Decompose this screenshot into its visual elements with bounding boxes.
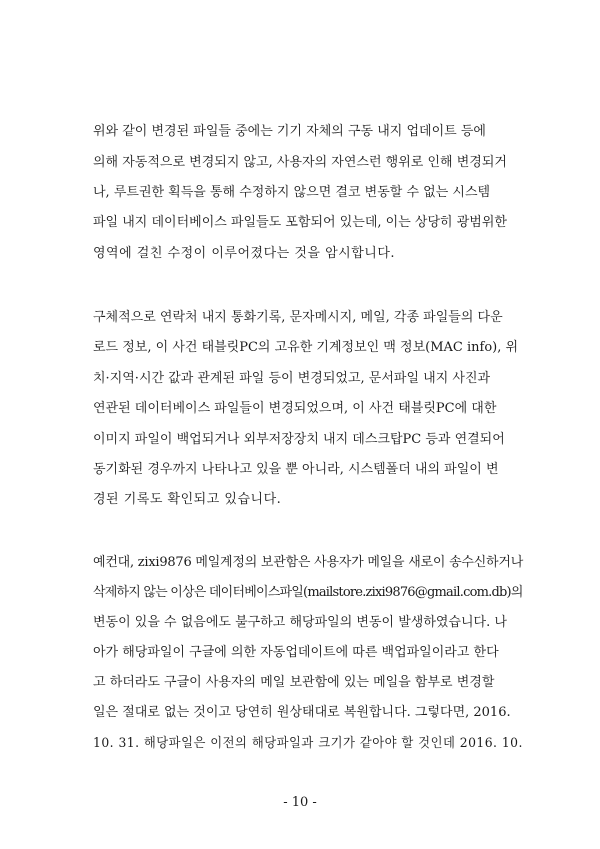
text-line: 일은 절대로 없는 것이고 당연히 원상태대로 복원합니다. 그렇다면, 2016. [93, 705, 511, 720]
text-line: 이미지 파일이 백업되거나 외부저장장치 내지 데스크탑PC 등과 연결되어 [93, 432, 505, 447]
text-line: 동기화된 경우까지 나타나고 있을 뿐 아니라, 시스템폴더 내의 파일이 변 [93, 462, 499, 477]
text-line: 연관된 데이터베이스 파일들이 변경되었으며, 이 사건 태블릿PC에 대한 [93, 401, 497, 416]
text-line: 의해 자동적으로 변경되지 않고, 사용자의 자연스런 행위로 인해 변경되거 [93, 155, 507, 170]
page-number: - 10 - [283, 795, 317, 810]
text-line: 구체적으로 연락처 내지 통화기록, 문자메시지, 메일, 각종 파일들의 다운 [93, 310, 503, 325]
text-line: 파일 내지 데이터베이스 파일들도 포함되어 있는데, 이는 상당히 광범위한 [93, 215, 507, 230]
text-line: 예컨대, zixi9876 메일계정의 보관함은 사용자가 메일을 새로이 송수신하거나 [93, 555, 524, 570]
text-line: 변동이 있을 수 없음에도 불구하고 해당파일의 변동이 발생하였습니다. 나 [93, 615, 507, 630]
text-line: 경된 기록도 확인되고 있습니다. [93, 492, 282, 507]
text-line: 아가 해당파일이 구글에 의한 자동업데이트에 따른 백업파일이라고 한다 [93, 645, 499, 660]
text-line: 10. 31. 해당파일은 이전의 해당파일과 크기가 같아야 할 것인데 2016. 10. [93, 736, 523, 751]
text-line: 영역에 걸친 수정이 이루어졌다는 것을 암시합니다. [93, 246, 396, 261]
text-line: 고 하더라도 구글이 사용자의 메일 보관함에 있는 메일을 함부로 변경할 [93, 675, 495, 690]
text-line: 삭제하지 않는 이상은 데이터베이스파일(mailstore.zixi9876@gmail.com.db)의 [93, 585, 523, 600]
text-line: 나, 루트권한 획득을 통해 수정하지 않으면 결코 변동할 수 없는 시스템 [93, 185, 491, 200]
text-line: 위와 같이 변경된 파일들 중에는 기기 자체의 구동 내지 업데이트 등에 [93, 124, 486, 139]
text-line: 치·지역·시간 값과 관계된 파일 등이 변경되었고, 문서파일 내지 사진과 [93, 371, 491, 386]
text-line: 로드 정보, 이 사건 태블릿PC의 고유한 기계정보인 맥 정보(MAC info), 위 [93, 340, 519, 355]
